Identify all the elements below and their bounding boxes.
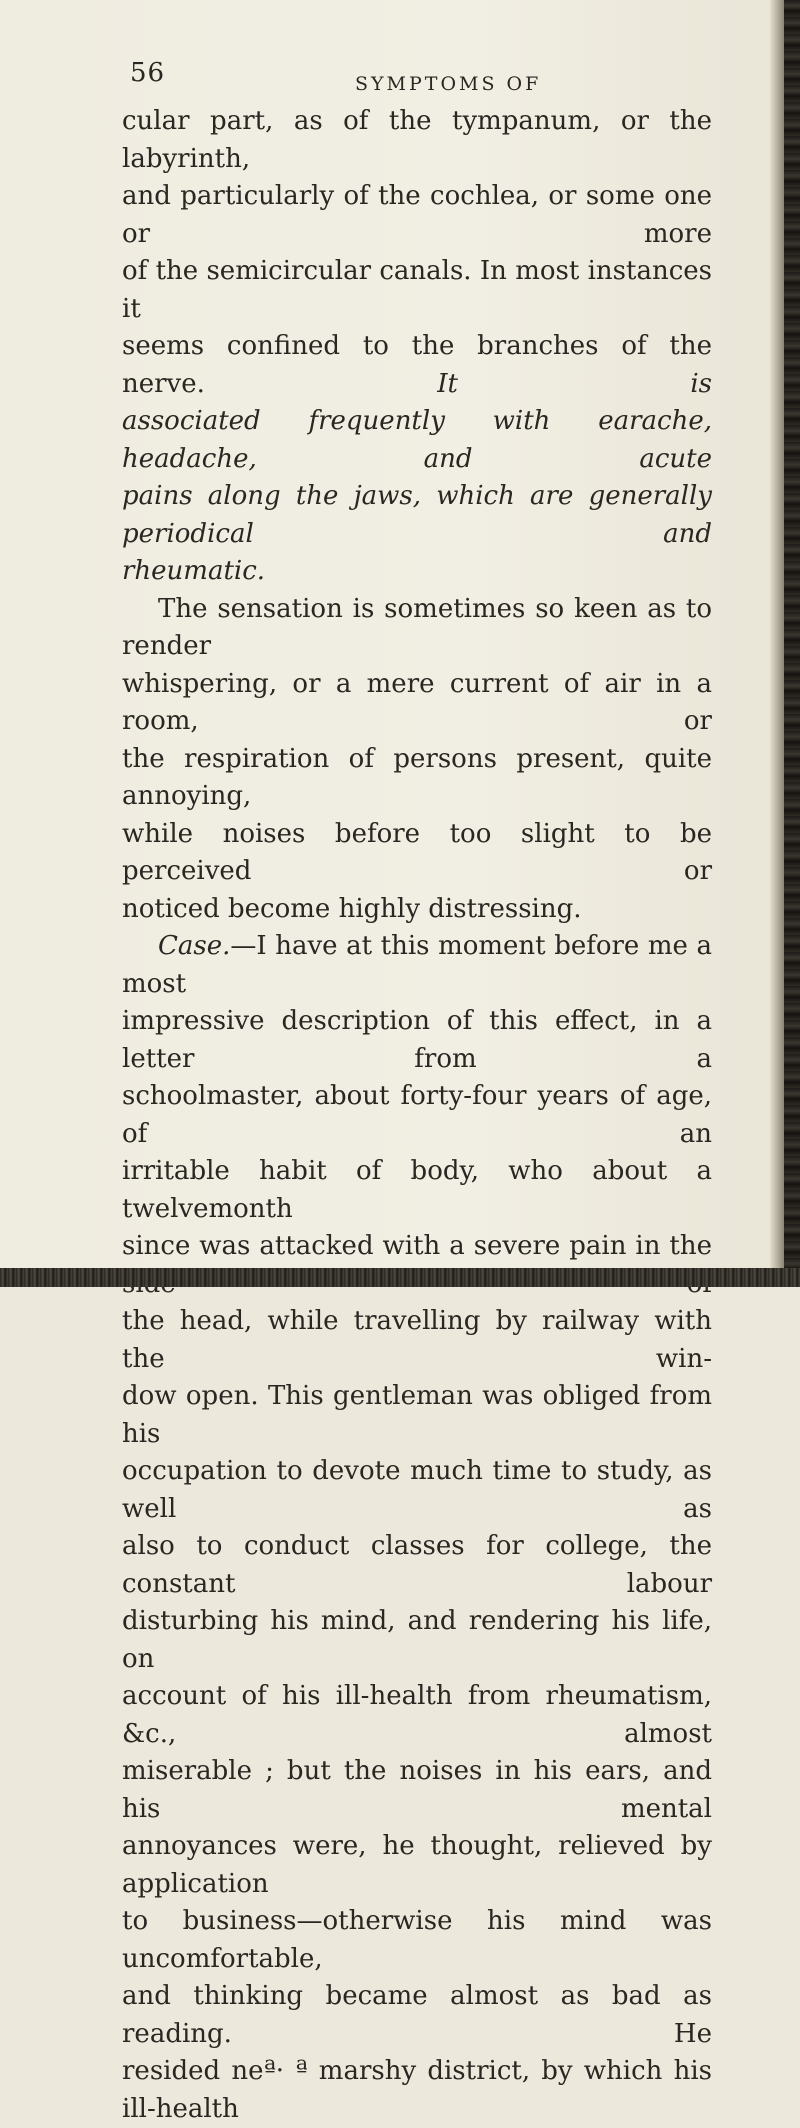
text-line: while noises before too slight to be perceived or xyxy=(122,818,712,886)
text-line: and particularly of the cochlea, or some one or more xyxy=(122,181,712,249)
body-text xyxy=(122,103,712,2128)
text-line: disturbing his mind, and rendering his life, on xyxy=(122,1606,712,1674)
text-line: also to conduct classes for college, the constant labour xyxy=(122,1531,712,1599)
book-fore-edge xyxy=(784,0,800,1287)
case-label: Case. xyxy=(158,931,231,961)
text-line: rheumatic. xyxy=(122,556,266,586)
text-line: since was attacked with a severe pain in the xyxy=(122,1231,712,1261)
text-line: dow open. This gentleman was obliged from his xyxy=(122,1381,712,1449)
text-line: and thinking became almost as bad as reading. He xyxy=(122,1981,712,2049)
text-line: cular part, as of the tympanum, or the labyrinth, xyxy=(122,106,712,174)
text-line xyxy=(122,928,712,1003)
italic-span: It is xyxy=(437,368,712,399)
text-span: —I have at this moment before me a most xyxy=(122,931,712,999)
running-head: SYMPTOMS OF xyxy=(355,73,542,95)
text-span: seems confined to the branches of the nerve. xyxy=(122,331,712,399)
page-edge-shadow xyxy=(770,0,784,1268)
text-line: irritable habit of body, who about a twelvemonth xyxy=(122,1156,712,1224)
book-bottom-edge xyxy=(0,1268,800,1287)
text-line: of the semicircular canals. In most instances it xyxy=(122,256,712,324)
text-line: account of his ill-health from rheumatism, &c., almost xyxy=(122,1681,712,1749)
text-line: associated frequently with earache, headache, and acute xyxy=(122,406,712,474)
text-line: The sensation is sometimes so keen as to render xyxy=(122,593,712,661)
text-line: miserable ; but the noises in his ears, and his mental xyxy=(122,1756,712,1824)
text-line: impressive description of this effect, in a letter from a xyxy=(122,1006,712,1074)
text-line: whispering, or a mere current of air in a room, or xyxy=(122,668,712,736)
text-line: pains along the jaws, which are generally periodical and xyxy=(122,481,712,549)
text-line: noticed become highly distressing. xyxy=(122,893,582,924)
text-line: the respiration of persons present, quite annoying, xyxy=(122,743,712,811)
text-line: to business—otherwise his mind was uncomfortable, xyxy=(122,1906,712,1974)
text-line: occupation to devote much time to study, as well as xyxy=(122,1456,712,1524)
text-line: annoyances were, he thought, relieved by application xyxy=(122,1831,712,1899)
text-line: the head, while travelling by railway with the win- xyxy=(122,1306,712,1374)
text-line: schoolmaster, about forty-four years of age, of an xyxy=(122,1081,712,1149)
text-line: resided neª· ª marshy district, by which his ill-health xyxy=(122,2056,712,2124)
text-line xyxy=(122,328,712,403)
page-number: 56 xyxy=(130,58,166,88)
